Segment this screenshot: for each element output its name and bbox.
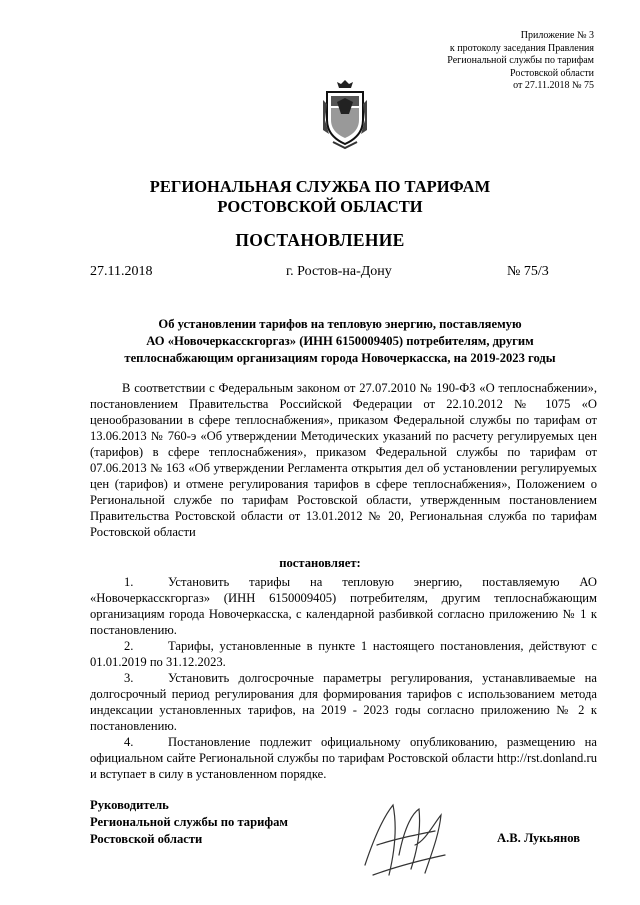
document-subject bbox=[80, 316, 600, 367]
decree-item bbox=[90, 734, 597, 782]
signatory-line: Руководитель bbox=[90, 798, 169, 812]
item-text: Установить тарифы на тепловую энергию, поставляемую АО «Новочеркасскгоргаз» (ИНН 6150009405) потребителям, другим теплоснабжающим организациям города Новочеркасска, с календарной разбивкой согласно приложению № 1 к постановлению. bbox=[90, 575, 597, 637]
item-number: 1. bbox=[124, 575, 134, 589]
preamble-text: В соответствии с Федеральным законом от 27.07.2010 № 190-ФЗ «О теплоснабжении», постановлением Правительства Российской Федерации от 22.10.2012 № 1075 «О ценообразовании в сфере теплоснабжения», приказом Федеральной службы по тарифам от 13.06.2013 № 760-э «Об утверждении Методических указаний по расчету регулируемых цен (тарифов) в сфере теплоснабжения», приказом Федеральной службы по тарифам от 07.06.2013 № 163 «Об утверждении Регламента открытия дел об установлении регулируемых цен (тарифов) и отмене регулирования тарифов в сфере теплоснабжения», Положением о Региональной службе по тарифам Ростовской области, утвержденным постановлением Правительства Ростовской области от 13.01.2012 № 20, Региональная служба по тарифам Ростовской области bbox=[90, 381, 597, 539]
item-text: Установить долгосрочные параметры регулирования, устанавливаемые на долгосрочный период регулирования для формирования тарифов с использованием метода индексации установленных тарифов, на 2019 - 2023 годы согласно приложению № 2 к постановлению. bbox=[90, 671, 597, 733]
annex-line: Ростовской области bbox=[510, 67, 594, 79]
document-date: 27.11.2018 bbox=[90, 264, 153, 279]
item-number: 2. bbox=[124, 639, 134, 653]
item-number: 3. bbox=[124, 671, 134, 685]
coat-of-arms-icon bbox=[321, 80, 369, 150]
organization-title-line: РОСТОВСКОЙ ОБЛАСТИ bbox=[217, 197, 423, 216]
annex-line: Региональной службы по тарифам bbox=[447, 55, 594, 67]
document-type: ПОСТАНОВЛЕНИЕ bbox=[235, 230, 405, 250]
signatory-position bbox=[90, 797, 288, 848]
signatory-line: Региональной службы по тарифам bbox=[90, 815, 288, 829]
preamble bbox=[90, 380, 597, 540]
item-text: Тарифы, установленные в пункте 1 настоящего постановления, действуют с 01.01.2019 по 31.12.2023. bbox=[90, 639, 597, 669]
document-number: № 75/3 bbox=[507, 264, 549, 279]
organization-title bbox=[0, 177, 640, 217]
annex-line: от 27.11.2018 № 75 bbox=[513, 80, 594, 92]
decree-item bbox=[90, 638, 597, 670]
organization-title-line: РЕГИОНАЛЬНАЯ СЛУЖБА ПО ТАРИФАМ bbox=[149, 177, 491, 196]
signatory-line: Ростовской области bbox=[90, 832, 203, 846]
item-text: Постановление подлежит официальному опубликованию, размещению на официальном сайте Региональной службы по тарифам Ростовской области http://rst.donland.ru и вступает в силу в установленном порядке. bbox=[90, 735, 597, 781]
handwritten-signature-icon bbox=[355, 795, 450, 885]
subject-line: Об установлении тарифов на тепловую энергию, поставляемую bbox=[158, 317, 522, 331]
annex-note bbox=[447, 30, 594, 93]
decree-word: постановляет: bbox=[279, 556, 361, 570]
decree-item bbox=[90, 574, 597, 638]
decree-items bbox=[90, 574, 597, 782]
signatory-name: А.В. Лукьянов bbox=[497, 831, 581, 845]
subject-line: АО «Новочеркасскгоргаз» (ИНН 6150009405) потребителям, другим bbox=[146, 334, 534, 348]
annex-line: к протоколу заседания Правления bbox=[449, 42, 594, 54]
annex-line: Приложение № 3 bbox=[520, 30, 594, 41]
decree-item bbox=[90, 670, 597, 734]
subject-line: теплоснабжающим организациям города Новочеркасска, на 2019-2023 годы bbox=[124, 351, 556, 365]
document-city: г. Ростов-на-Дону bbox=[286, 264, 392, 279]
item-number: 4. bbox=[124, 735, 134, 749]
